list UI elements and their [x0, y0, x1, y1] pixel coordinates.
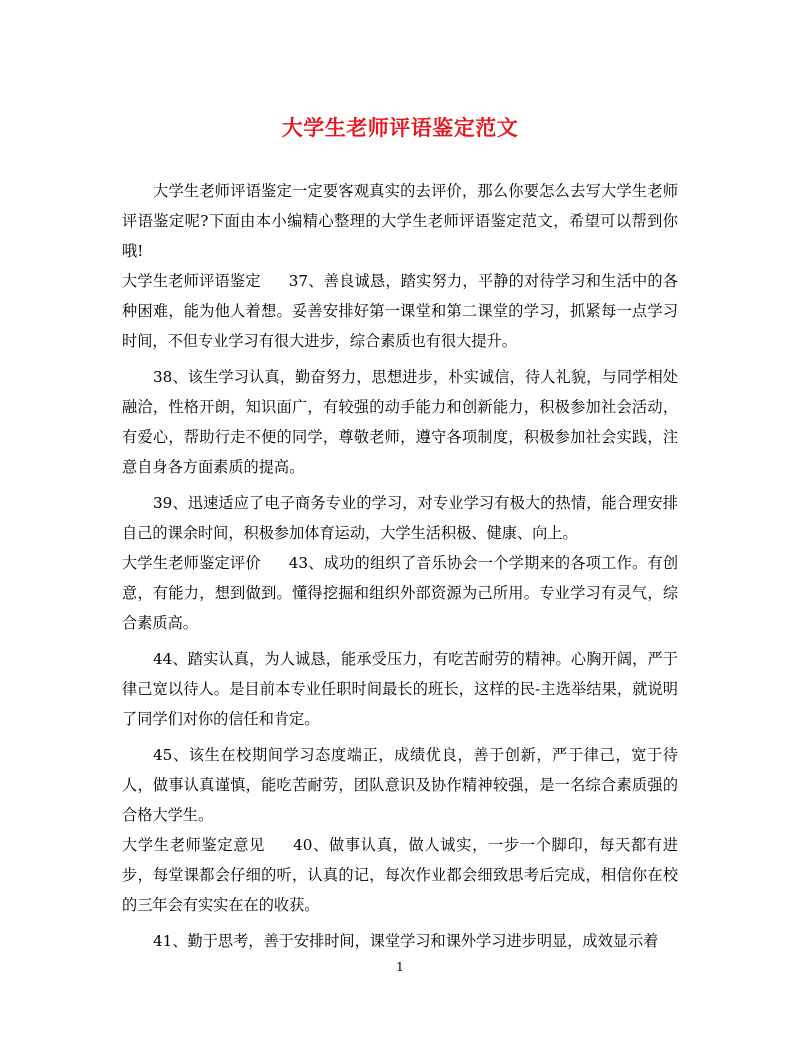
section-paragraph-37 — [122, 266, 678, 356]
section-heading-opinion: 大学生老师鉴定意见 — [122, 836, 266, 854]
comment-39: 39、迅速适应了电子商务专业的学习，对专业学习有极大的热情，能合理安排自己的课余时间，积极参加体育运动，大学生活积极、健康、向上。 — [122, 494, 678, 542]
comment-45: 45、该生在校期间学习态度端正，成绩优良，善于创新，严于律己，宽于待人，做事认真谨慎，能吃苦耐劳，团队意识及协作精神较强，是一名综合素质强的合格大学生。 — [122, 746, 678, 824]
section-heading-evaluation: 大学生老师评语鉴定 — [122, 272, 261, 290]
intro-paragraph: 大学生老师评语鉴定一定要客观真实的去评价，那么你要怎么去写大学生老师评语鉴定呢?下面由本小编精心整理的大学生老师评语鉴定范文，希望可以帮到你哦! — [122, 182, 678, 260]
comment-44: 44、踏实认真，为人诚恳，能承受压力，有吃苦耐劳的精神。心胸开阔，严于律己宽以待人。是目前本专业任职时间最长的班长，这样的民-主选举结果，就说明了同学们对你的信任和肯定。 — [122, 650, 678, 728]
comment-43: 43、成功的组织了音乐协会一个学期来的各项工作。有创意，有能力，想到做到。懂得挖掘和组织外部资源为己所用。专业学习有灵气，综合素质高。 — [122, 554, 679, 632]
comment-40: 40、做事认真，做人诚实，一步一个脚印，每天都有进步，每堂课都会仔细的听，认真的记，每次作业都会细致思考后完成，相信你在校的三年会有实实在在的收获。 — [122, 836, 679, 914]
page-number: 1 — [396, 960, 404, 974]
comment-41: 41、勤于思考，善于安排时间，课堂学习和课外学习进步明显，成效显示着 — [153, 932, 659, 950]
section-paragraph-40 — [122, 830, 678, 920]
section-paragraph-43 — [122, 548, 678, 638]
comment-38: 38、该生学习认真，勤奋努力，思想进步，朴实诚信，待人礼貌，与同学相处融洽，性格开朗，知识面广，有较强的动手能力和创新能力，积极参加社会活动，有爱心，帮助行走不便的同学，尊敬老师，遵守各项制度，积极参加社会实践，注意自身各方面素质的提高。 — [122, 368, 678, 476]
comment-37: 37、善良诚恳，踏实努力，平静的对待学习和生活中的各种困难，能为他人着想。妥善安排好第一课堂和第二课堂的学习，抓紧每一点学习时间，不但专业学习有很大进步，综合素质也有很大提升。 — [122, 272, 679, 350]
section-heading-appraisal: 大学生老师鉴定评价 — [122, 554, 261, 572]
document-title: 大学生老师评语鉴定范文 — [281, 115, 519, 140]
document-body — [122, 176, 678, 956]
